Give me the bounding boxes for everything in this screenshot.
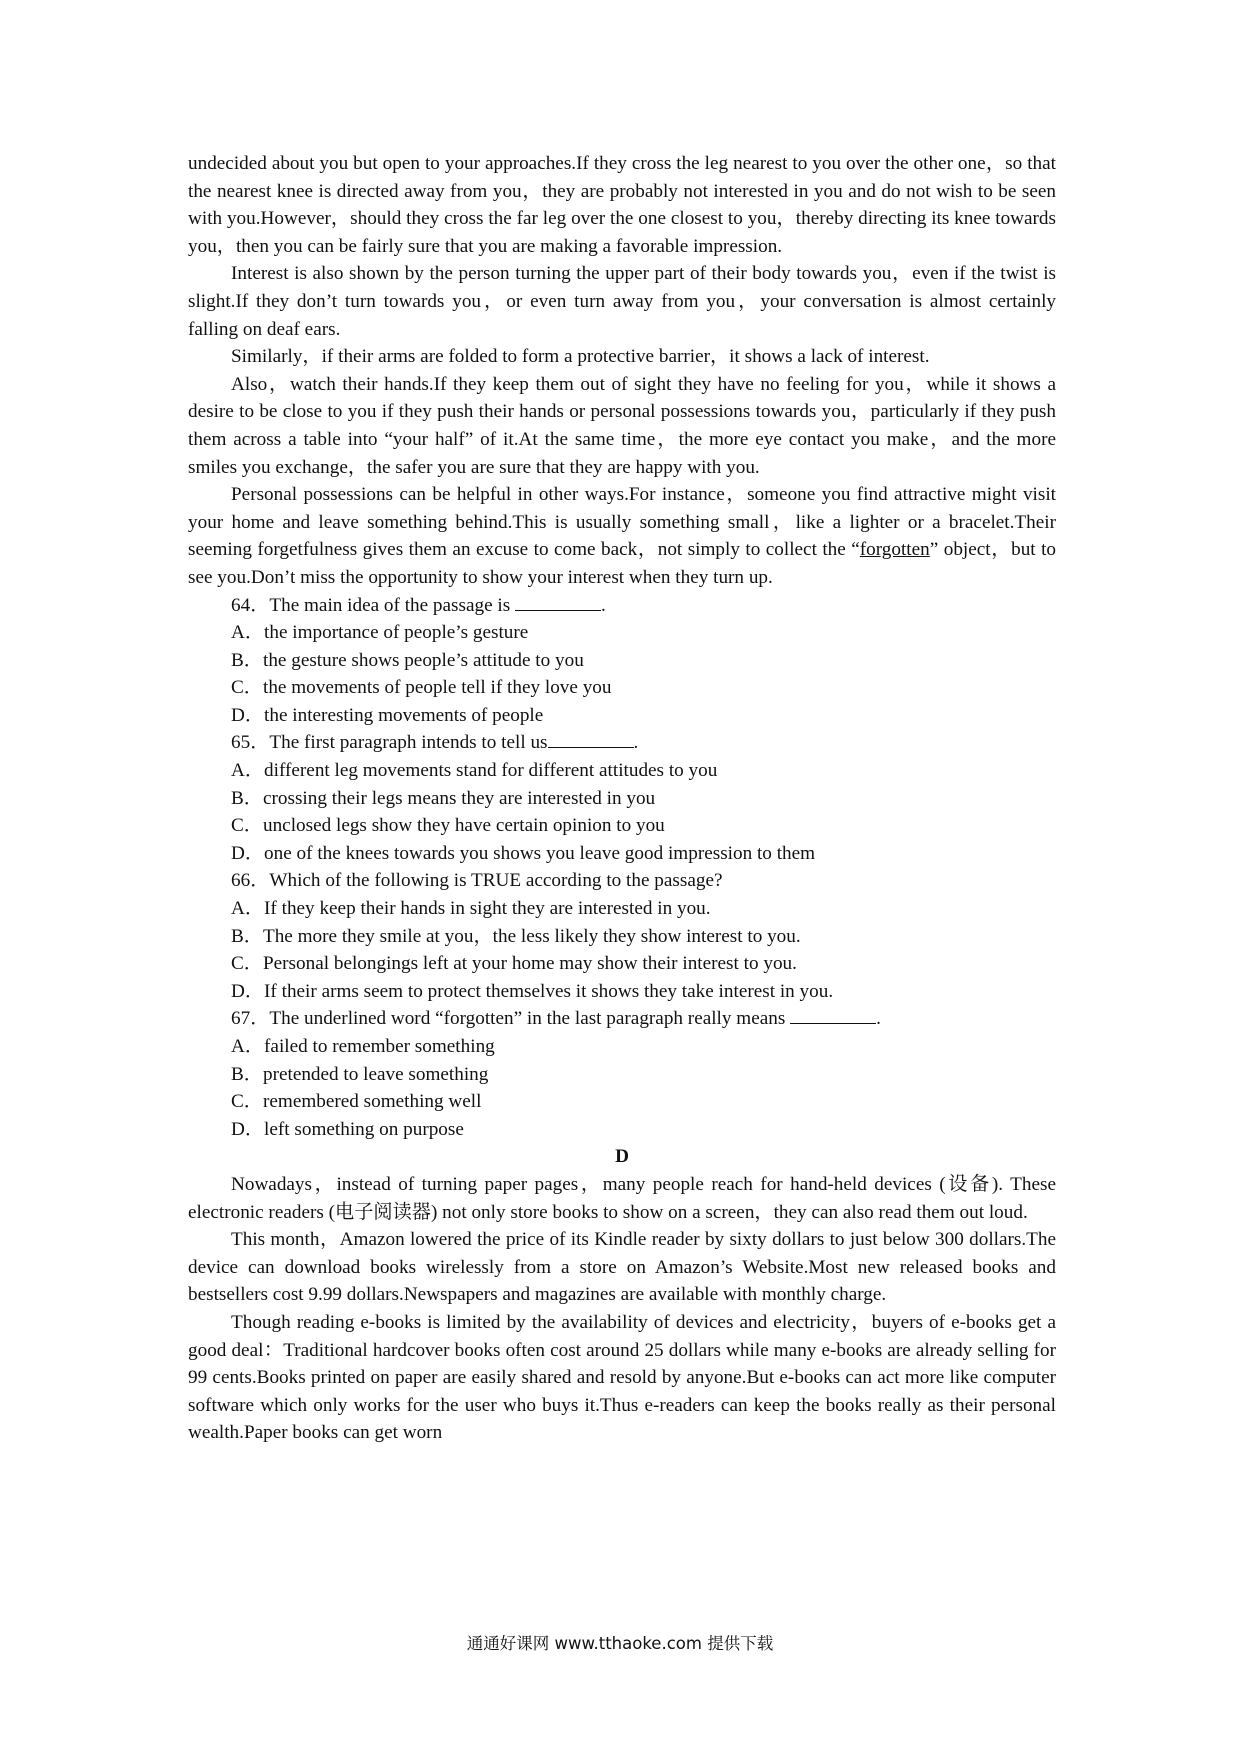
option-c: C．unclosed legs show they have certain opinion to you xyxy=(231,815,665,837)
option-b: B．pretended to leave something xyxy=(231,1063,489,1085)
question-stem xyxy=(188,1005,1056,1033)
paragraph-5-text-before: Personal possessions can be helpful in other ways.For instance，someone you find attractive might visit your home and leave something behind.This is usually something small，like a lighter or a bracelet.Their seeming forgetfulness gives them an excuse to come back，not simply to collect the “ xyxy=(188,484,1056,561)
option-a: A．failed to remember something xyxy=(231,1036,495,1057)
option-a: A．different leg movements stand for different attitudes to you xyxy=(231,760,718,782)
question-stem: 66．Which of the following is TRUE according to the passage? xyxy=(231,870,723,892)
question-stem-end: . xyxy=(633,732,639,754)
option-b: B．crossing their legs means they are interested in you xyxy=(231,787,656,809)
option-c: C．Personal belongings left at your home may show their interest to you. xyxy=(231,953,797,975)
option-d: D．the interesting movements of people xyxy=(231,704,544,726)
document-page xyxy=(188,150,1056,1447)
option-d: D．left something on purpose xyxy=(231,1118,464,1140)
passage-c-paragraph-2: Interest is also shown by the person turning the upper part of their body towards you，even if the twist is slight.If they don’t turn towards you，or even turn away from you，your conversation is almost certainly falling on deaf ears. xyxy=(188,263,1056,340)
option-a: A．the importance of people’s gesture xyxy=(231,622,529,644)
question-67 xyxy=(188,1005,1056,1143)
section-d-paragraph-1: Nowadays，instead of turning paper pages，many people reach for hand-held devices (设备). These electronic readers (电子阅读器) not only store books to show on a screen，they can also read them out loud. xyxy=(188,1173,1056,1223)
option-c: C．the movements of people tell if they love you xyxy=(231,677,612,699)
underlined-word-forgotten: forgotten xyxy=(859,539,930,561)
passage-c-paragraph-5 xyxy=(188,481,1056,591)
question-stem xyxy=(188,729,1056,757)
question-65 xyxy=(188,729,1056,867)
question-64 xyxy=(188,592,1056,730)
option-b: B．the gesture shows people’s attitude to you xyxy=(231,649,584,671)
answer-blank xyxy=(790,1005,876,1024)
option-d: D．If their arms seem to protect themselves it shows they take interest in you. xyxy=(231,980,834,1002)
option-c: C．remembered something well xyxy=(231,1091,482,1113)
paragraph-5-text-after: ” object，but to see you.Don’t miss the opportunity to show your interest when they turn up. xyxy=(188,539,1057,588)
section-d-paragraph-3: Though reading e-books is limited by the availability of devices and electricity，buyers of e-books get a good deal：Traditional hardcover books often cost around 25 dollars while many e-books are already selling for 99 cents.Books printed on paper are easily shared and resold by anyone.But e-books can act more like computer software which only works for the user who buys it.Thus e-readers can keep the books really as their personal wealth.Paper books can get worn xyxy=(188,1311,1056,1444)
section-d-paragraph-2: This month，Amazon lowered the price of its Kindle reader by sixty dollars to just below 300 dollars.The device can download books wirelessly from a store on Amazon’s Website.Most new released books and bestsellers cost 9.99 dollars.Newspapers and magazines are available with monthly charge. xyxy=(188,1229,1056,1306)
passage-c-paragraph-1: undecided about you but open to your approaches.If they cross the leg nearest to you over the other one，so that the nearest knee is directed away from you，they are probably not interested in you and do not wish to be seen with you.However，should they cross the far leg over the one closest to you，thereby directing its knee towards you，then you can be fairly sure that you are making a favorable impression. xyxy=(188,153,1056,257)
answer-blank xyxy=(548,729,634,748)
passage-c-paragraph-4: Also，watch their hands.If they keep them out of sight they have no feeling for you，while it shows a desire to be close to you if they push their hands or personal possessions towards you，particularly if they push them across a table into “your half” of it.At the same time，the more eye contact you make，and the more smiles you exchange，the safer you are sure that they are happy with you. xyxy=(188,373,1056,478)
question-stem-end: . xyxy=(876,1008,881,1030)
section-heading-d: D xyxy=(615,1146,629,1168)
question-stem-text: 64．The main idea of the passage is xyxy=(231,594,515,616)
question-stem-text: 67．The underlined word “forgotten” in the last paragraph really means xyxy=(231,1008,791,1030)
page-footer: 通通好课网 www.tthaoke.com 提供下载 xyxy=(466,1634,774,1653)
question-stem xyxy=(188,592,1056,620)
option-d: D．one of the knees towards you shows you leave good impression to them xyxy=(231,842,816,864)
option-a: A．If they keep their hands in sight they are interested in you. xyxy=(231,898,711,920)
question-stem-end: . xyxy=(601,594,606,616)
option-b: B．The more they smile at you，the less likely they show interest to you. xyxy=(231,925,801,947)
passage-c-paragraph-3: Similarly，if their arms are folded to form a protective barrier，it shows a lack of interest. xyxy=(231,346,930,368)
question-stem-text: 65．The first paragraph intends to tell us xyxy=(231,732,548,754)
answer-blank xyxy=(515,592,601,611)
question-66 xyxy=(188,867,1056,1005)
